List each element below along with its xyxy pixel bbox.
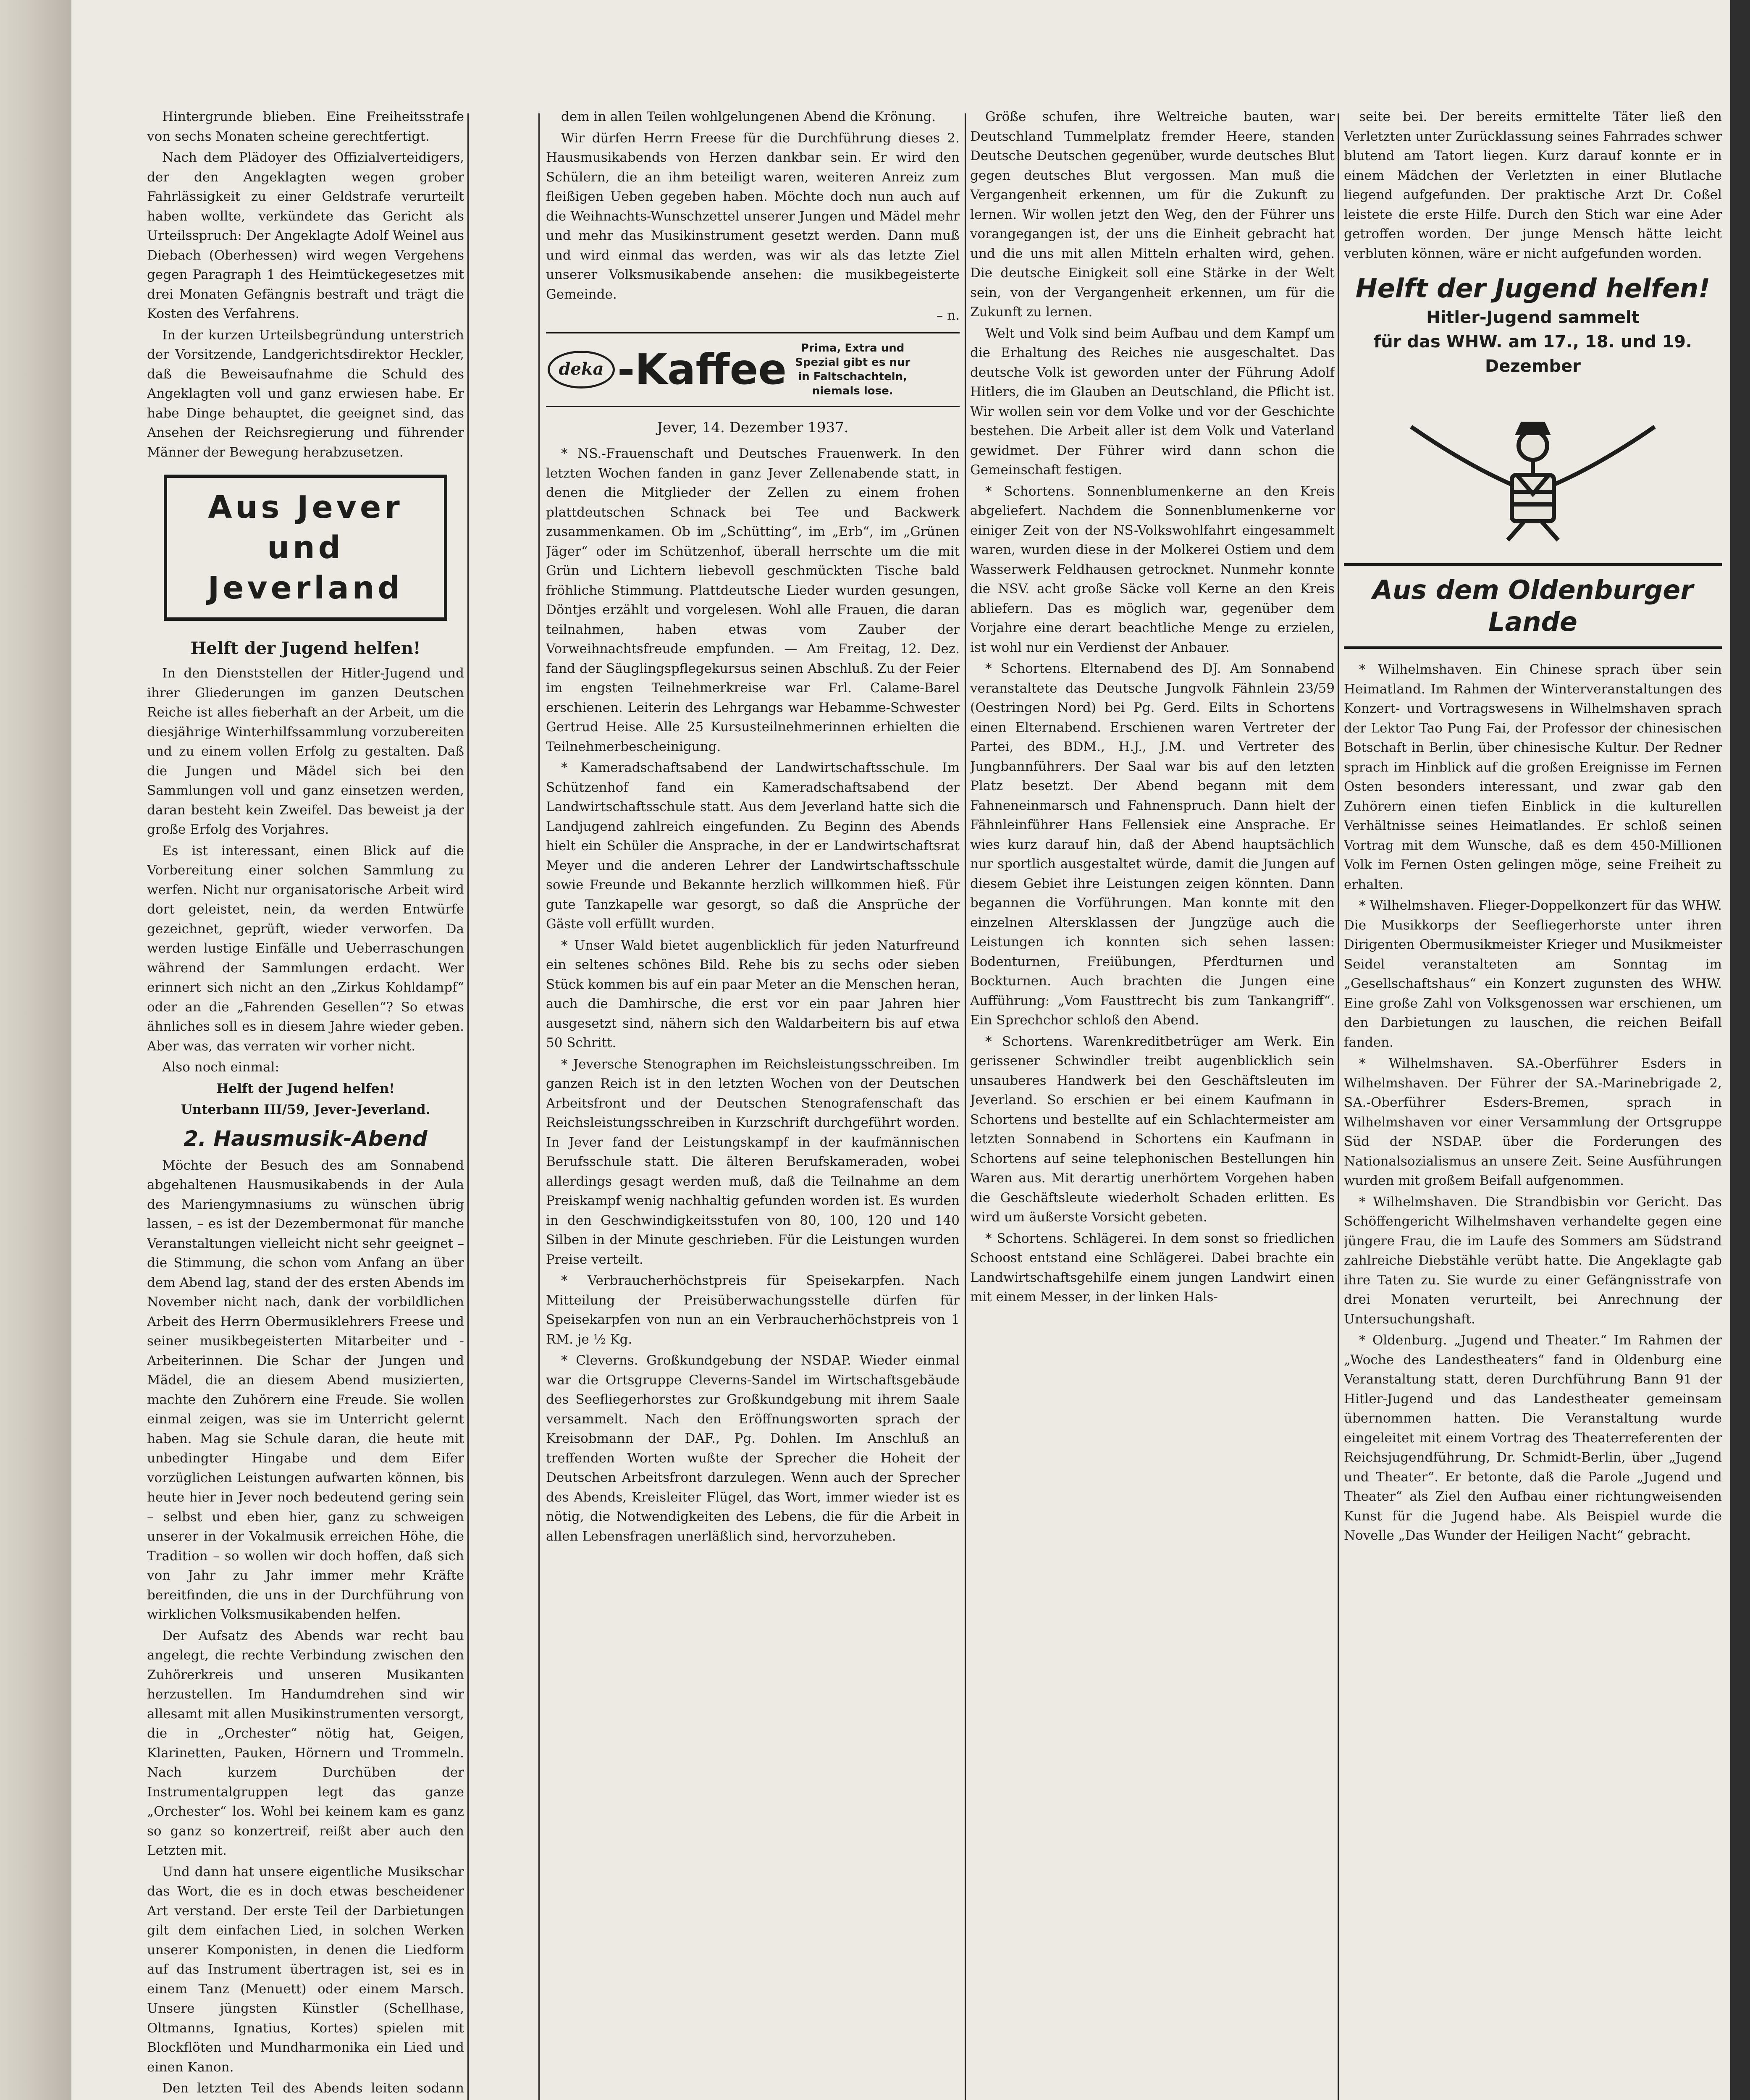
article-paragraph: Der Aufsatz des Abends war recht bau angelegt, die rechte Verbindung zwischen den Zuhörerkreis und unseren Musikanten herzustellen. Im Handumdrehen sind wir allesamt mit allen Musikinstrumenten versorgt, die in „Orchester“ nötig hat, Geigen, Klarinetten, Pauken, Hörnern und Trommeln. Nach kurzem Durchüben der Instrumentalgruppen legt das ganze „Orchester“ los. Wohl bei keinem kam es ganz so ganz so konzertreif, reißt aber auch den Letzten mit. [147,1628,464,1858]
collector-illustration [1403,387,1663,546]
article-paragraph: seite bei. Der bereits ermittelte Täter ließ den Verletzten unter Zurücklassung seines Fahrrades schwer blutend am Tatort liegen. Kurz darauf konnte er in einem Mädchen der Verletzten in einer Blutlache liegend aufgefunden. Der praktische Arzt Dr. Coßel leistete die erste Hilfe. Durch den Stich war eine Ader getroffen worden. Der junge Mensch hätte leicht verbluten können, wäre er nicht aufgefunden worden. [1344,109,1722,261]
ad-copy [795,341,910,398]
column-rule [1338,113,1339,2100]
ad-line: Prima, Extra und [801,341,905,354]
column-2 [546,107,960,2100]
article-paragraph: * Oldenburg. „Jugend und Theater.“ Im Rahmen der „Woche des Landestheaters“ fand in Oldenburg eine Veranstaltung statt, deren Durchführung Bann 91 der Hitler-Jugend und das Landestheater gemeinsam übernommen hatten. Die Veranstaltung wurde eingeleitet mit einem Vortrag des Theaterreferenten der Reichsjugendführung, Dr. Schmidt-Berlin, über „Jugend und Theater“. Er betonte, daß die Parole „Jugend und Theater“ als Ziel den Aufbau einer richtungweisenden Kunst für die Jugend habe. Als Beispiel wurde die Novelle „Das Wunder der Heiligen Nacht“ gebracht. [1344,1333,1722,1543]
book-page-stack [0,0,71,2100]
article-paragraph: * Cleverns. Großkundgebung der NSDAP. Wieder einmal war die Ortsgruppe Cleverns-Sandel im Wirtschaftsgebäude des Seefliegerhorstes zur Großkundgebung mit ihrem Saale versammelt. Nach den Eröffnungsworten sprach der Kreisobmann der DAF., Pg. Dohlen. Im Anschluß an treffenden Worten wußte der Sprecher die Hoheit der Deutschen Arbeitsfront darzulegen. Wenn auch der Sprecher des Abends, Kreisleiter Flügel, das Wort, immer wieder ist es nötig, die Notwendigkeiten des Lebens, die für die Arbeit in allen Lebensfragen unerläßlich sind, hervorzuheben. [546,1353,960,1544]
column-rule [467,113,469,2100]
article-paragraph: * Wilhelmshaven. Flieger-Doppelkonzert für das WHW. Die Musikkorps der Seefliegerhorste unter ihren Dirigenten Obermusikmeister Krieger und Musikmeister Seidel veranstalteten am Sonntag im „Gesellschaftshaus“ ein Konzert zugunsten des WHW. Eine große Zahl von Volksgenossen war erschienen, um den Darbietungen zu lauschen, die reichen Beifall fanden. [1344,898,1722,1050]
column-4 [1344,107,1722,2100]
whw-advertisement [1344,272,1722,546]
article-paragraph: Wir dürfen Herrn Freese für die Durchführung dieses 2. Hausmusikabends von Herzen dankbar sein. Er wird den Schülern, die an ihm beteiligt waren, weiteren Anreiz zum fleißigen Ueben gegeben haben. Möchte doch nun auch auf die Weihnachts-Wunschzettel unserer Jungen und Mädel mehr und mehr das Musikinstrument gesetzt werden. Dann muß und wird einmal das werden, was wir als das letzte Ziel unserer Volksmusikabende ansehen: die musikbegeisterte Gemeinde. [546,130,960,302]
column-3 [970,107,1335,2100]
signature: Unterbann III/59, Jever-Jeverland. [181,1102,430,1117]
dateline: Jever, 14. Dezember 1937. [657,419,849,436]
article-paragraph: Nach dem Plädoyer des Offizialverteidigers, der den Angeklagten wegen grober Fahrlässigkeit zu einer Geldstrafe verurteilt haben wollte, verkündete das Gericht als Urteilsspruch: Der Angeklagte Adolf Weinel aus Diebach (Oberhessen) wird wegen Vergehens gegen Paragraph 1 des Heimtückegesetzes mit drei Monaten Gefängnis bestraft und trägt die Kosten des Verfahrens. [147,150,464,321]
article-paragraph: * Schortens. Schlägerei. In dem sonst so friedlichen Schoost entstand eine Schlägerei. Dabei brachte ein Landwirtschaftsgehilfe einem jungen Landwirt einen mit einem Messer, in der linken Hals- [970,1231,1335,1305]
article-title: Helft der Jugend helfen! [190,638,421,658]
section-box-heading: Aus Jever und Jeverland [164,475,447,621]
deka-logo: deka [548,351,615,388]
ad-line: Spezial gibt es nur [795,356,910,369]
kaffee-advertisement [546,332,960,407]
slogan: Helft der Jugend helfen! [216,1081,395,1096]
article-title: 2. Hausmusik-Abend [184,1126,428,1151]
article-paragraph: Und dann hat unsere eigentliche Musikschar das Wort, die es in doch etwas bescheidener Art verstand. Der erste Teil der Darbietungen gilt dem einfachen Lied, in solchen Werken unserer Komponisten, in denen die Liedform auf das Instrument übertragen ist, sei es in einem Tanz (Menuett) oder einem Marsch. Unsere jüngsten Künstler (Schellhase, Oltmanns, Ignatius, Kortes) spielen mit Blockflöten und Mundharmonika ein Lied und einen Kanon. [147,1864,464,2075]
article-paragraph: Also noch einmal: [162,1060,279,1075]
article-paragraph: * Schortens. Elternabend des DJ. Am Sonnabend veranstaltete das Deutsche Jungvolk Fähnlein 23/59 (Oestringen Nord) bei Pg. Gerd. Eilts in Schortens einen Elternabend. Erschienen waren Vertreter der Partei, des BDM., H.J., J.M. und Vertreter des Jungbannführers. Der Saal war bis auf den letzten Platz besetzt. Der Abend begann mit dem Fahneneinmarsch und Fahnenspruch. Dann hielt der Fähnleinführer Hans Fellensiek eine Ansprache. Er wies kurz darauf hin, daß der Abend hauptsächlich nur sportlich ausgestaltet würde, damit die Jungen auf diesem Gebiet ihre Leistungen zeigen könnten. Dann begannen die Vorführungen. Man konnte mit den einzelnen Altersklassen der Jungzüge auch die Leistungen ich konnten sich sehen lassen: Bodenturnen, Freiübungen, Pferdturnen und Bockturnen. Auch brachten die Jungen eine Aufführung: „Vom Fausttrecht bis zum Tankangriff“. Ein Sprechchor schloß den Abend. [970,661,1335,1028]
article-paragraph: * Schortens. Sonnenblumenkerne an den Kreis abgeliefert. Nachdem die Sonnenblumenkerne vor einiger Zeit von der NS-Volkswohlfahrt eingesammelt waren, wurden diese in der Molkerei Ostiem und dem Wasserwerk Feldhausen getrocknet. Nunmehr konnte die NSV. acht große Säcke voll Kerne an den Kreis abliefern. Das es möglich war, gegenüber dem Vorjahre eine derart beachtliche Menge zu erzielen, ist wohl nur ein Verdienst der Anbauer. [970,483,1335,655]
ad-line: niemals lose. [812,384,893,397]
ad-title: Helft der Jugend helfen! [1355,273,1711,304]
ad-line: in Faltschachteln, [798,370,908,383]
article-paragraph: * Unser Wald bietet augenblicklich für jeden Naturfreund ein seltenes schönes Bild. Rehe bis zu sechs oder sieben Stück kommen bis auf ein paar Meter an die Menschen heran, auch die Damhirsche, die erst vor ein paar Jahren hier ausgesetzt sind, nähern sich den Waldarbeitern bis auf etwa 50 Schritt. [546,937,960,1050]
article-paragraph: * Kameradschaftsabend der Landwirtschaftsschule. Im Schützenhof fand ein Kameradschaftsabend der Landwirtschaftsschule statt. Aus dem Jeverland hatte sich die Landjugend zahlreich eingefunden. Zu Beginn des Abends hielt ein Schüler die Ansprache, in der er Landwirtschaftsrat Meyer und die anderen Lehrer der Landwirtschaftsschule sowie Freunde und Bekannte herzlich willkommen hieß. Für gute Tanzkapelle war gesorgt, so daß die Ansprüche der Gäste voll erfüllt wurden. [546,760,960,932]
ad-subtitle: für das WHW. am 17., 18. und 19. Dezember [1373,332,1692,376]
ad-subtitle: Hitler-Jugend sammelt [1426,308,1640,327]
article-paragraph: Den letzten Teil des Abends leiten sodann [162,2081,464,2096]
section-heading: Aus dem Oldenburger Lande [1344,563,1722,649]
article-paragraph: dem in allen Teilen wohlgelungenen Abend die Krönung. [561,109,936,124]
article-paragraph: In den Dienststellen der Hitler-Jugend und ihrer Gliederungen im ganzen Deutschen Reiche ist alles fieberhaft an der Arbeit, um die diesjährige Winterhilfssammlung vorzubereiten und zu einem vollen Erfolg zu gestalten. Daß die Jungen und Mädel sich bei den Sammlungen voll und ganz einsetzen werden, daran besteht kein Zweifel. Das beweist ja der große Erfolg des Vorjahres. [147,666,464,837]
article-paragraph: Möchte der Besuch des am Sonnabend abgehaltenen Hausmusikabends in der Aula des Mariengymnasiums zu wünschen übrig lassen, – es ist der Dezembermonat für manche Veranstaltungen vielleicht nicht sehr geeignet – die Stimmung, die schon vom Anfang an über dem Abend lag, stand der des ersten Abends im November nicht nach, dank der vorbildlichen Arbeit des Herrn Obermusiklehrers Freese und seiner musikbegeisterten Mitarbeiter und -Arbeiterinnen. Die Schar der Jungen und Mädel, die an diesem Abend musizierten, machte den Zuhörern eine Freude. Sie wollen einmal zeigen, was sie im Unterricht gelernt haben. Mag sie Schule daran, die heute mit unbedingter Hingabe und dem Eifer vorzüglichen Leistungen aufwarten können, bis heute hier in Jever noch bedeutend gering sein – selbst und eben hier, ganz zu schweigen unserer in der Vokalmusik erreichen Höhe, die Tradition – so wollen wir doch hoffen, daß sich von Jahr zu Jahr immer mehr Kräfte bereitfinden, die uns in der Durchführung von wirklichen Volksmusikabenden helfen. [147,1158,464,1622]
ad-brand: -Kaffee [617,344,787,394]
column-rule [538,113,540,2100]
article-paragraph: Welt und Volk sind beim Aufbau und dem Kampf um die Erhaltung des Reiches nie ausgeschaltet. Das deutsche Volk ist geworden unter der Führung Adolf Hitlers, die im Glauben an Deutschland, die Pflicht ist. Wir wollen sein vor dem Volke und vor der Geschichte bestehen. Die Arbeit aller ist dem Volk und Vaterland gewidmet. Der Führer wird dann schon die Gemeinschaft festigen. [970,326,1335,478]
article-paragraph: * Wilhelmshaven. Die Strandbisbin vor Gericht. Das Schöffengericht Wilhelmshaven verhandelte gegen eine jüngere Frau, die im Laufe des Sommers am Südstrand zahlreiche Diebstähle verübt hatte. Die Angeklagte gab ihre Taten zu. Sie wurde zu einer Gefängnisstrafe von drei Monaten verurteilt, bei Anrechnung der Untersuchungshaft. [1344,1194,1722,1327]
article-paragraph: * Wilhelmshaven. Ein Chinese sprach über sein Heimatland. Im Rahmen der Winterveranstaltungen des Konzert- und Vortragswesens in Wilhelmshaven sprach der Lektor Tao Pung Fai, der Professor der chinesischen Botschaft in Berlin, über chinesische Kultur. Der Redner sprach im Hinblick auf die großen Ereignisse im Fernen Osten besonders interessant, und zwar gab den Zuhörern einen tiefen Einblick in die kulturellen Verhältnisse seines Heimatlandes. Er schloß seinen Vortrag mit dem Wunsche, daß es dem 450-Millionen Volk im Fernen Osten gelingen möge, seine Freiheit zu erhalten. [1344,662,1722,892]
article-paragraph: Größe schufen, ihre Weltreiche bauten, war Deutschland Tummelplatz fremder Heere, standen Deutsche Deutschen gegenüber, wurde deutsches Blut gegen deutsches Blut vergossen. Man muß die Vergangenheit erkennen, um für die Zukunft zu lernen. Wir wollen jetzt den Weg, den der Führer uns vorangegangen ist, der uns die Einheit gebracht hat und die uns mit allen Mitteln erhalten wird, gehen. Die deutsche Einigkeit soll eine Stärke in der Welt sein, von der Vergangenheit erkennen, um für die Zukunft zu lernen. [970,109,1335,320]
article-paragraph: * Verbraucherhöchstpreis für Speisekarpfen. Nach Mitteilung der Preisüberwachungsstelle dürfen für Speisekarpfen von nun an ein Verbraucherhöchstpreis von 1 RM. je ½ Kg. [546,1273,960,1347]
scan-border [1730,0,1750,2100]
article-paragraph: Hintergrunde blieben. Eine Freiheitsstrafe von sechs Monaten scheine gerechtfertigt. [147,109,464,144]
article-paragraph: In der kurzen Urteilsbegründung unterstrich der Vorsitzende, Landgerichtsdirektor Heckler, daß die Beweisaufnahme die Schuld des Angeklagten voll und ganz erwiesen habe. Er habe Dinge behauptet, die geeignet sind, das Ansehen der Reichsregierung und führender Männer der Bewegung herabzusetzen. [147,327,464,460]
column-rule [965,113,966,2100]
article-paragraph: * NS.-Frauenschaft und Deutsches Frauenwerk. In den letzten Wochen fanden in ganz Jever Zellenabende statt, in denen die Mitglieder der Zellen zu einem frohen plattdeutschen Schnack bei Tee und Backwerk zusammenkamen. Ob im „Schütting“, im „Erb“, im „Grünen Jäger“ oder im Schützenhof, überall herrschte um die mit Grün und Lichtern liebevoll geschmückten Tische bald fröhliche Stimmung. Plattdeutsche Lieder wurden gesungen, Döntjes erzählt und vorgelesen. Wohl alle Frauen, die daran teilnahmen, haben etwas vom Zauber der Vorweihnachtsfreude empfunden. — Am Freitag, 12. Dez. fand der Säuglingspflegekursus seinen Abschluß. Zu der Feier im engsten Teilnehmerkreise war Frl. Calame-Barel erschienen. Leiterin des Lehrgangs war Hebamme-Schwester Gertrud Heise. Alle 25 Kursusteilnehmerinnen erhielten die Teilnehmerbescheinigung. [546,446,960,754]
article-paragraph: * Jeversche Stenographen im Reichsleistungsschreiben. Im ganzen Reich ist in den letzten Wochen von der Deutschen Arbeitsfront und der Deutschen Stenografenschaft das Reichsleistungsschreiben in Kurzschrift durchgeführt worden. In Jever fand der Leistungskampf in der kaufmännischen Berufsschule statt. Die älteren Berufskameraden, wobei allerdings gesagt werden muß, daß die Teilnahme an dem Preiskampf wenig nachhaltig gefunden worden ist. Es wurden in den Geschwindigkeitsstufen von 80, 100, 120 und 140 Silben in der Minute geschrieben. Für die Leistungen wurden Preise verteilt. [546,1056,960,1267]
author-initial: – n. [936,308,960,323]
article-paragraph: Es ist interessant, einen Blick auf die Vorbereitung einer solchen Sammlung zu werfen. Nicht nur organisatorische Arbeit wird dort geleistet, nein, da werden Entwürfe gezeichnet, geprüft, wieder verworfen. Da werden lustige Einfälle und Ueberraschungen während der Sammlungen erdacht. Wer erinnert sich nicht an den „Zirkus Kohldampf“ oder an die „Fahrenden Gesellen“? So etwas ähnliches soll es in diesem Jahre wieder geben. Aber was, das verraten wir vorher nicht. [147,843,464,1054]
column-1 [147,107,464,2100]
article-paragraph: * Schortens. Warenkreditbetrüger am Werk. Ein gerissener Schwindler treibt augenblicklich sein unsauberes Handwerk bei den Geschäftsleuten im Jeverland. So erschien er bei einem Kaufmann in Schortens und bestellte auf ein Schlachtermeister am letzten Sonnabend in Schortens ein Kaufmann in Schortens auf seine telephonischen Bestellungen hin Waren aus. Mit derartig unerhörtem Vorgehen haben die Geschäftsleute wiederholt Schaden erlitten. Es wird um äußerste Vorsicht gebeten. [970,1034,1335,1225]
article-paragraph: * Wilhelmshaven. SA.-Oberführer Esders in Wilhelmshaven. Der Führer der SA.-Marinebrigade 2, SA.-Oberführer Esders-Bremen, sprach in Wilhelmshaven vor einer Versammlung der Ortsgruppe Süd der NSDAP. über die Forderungen des Nationalsozialismus an unsere Zeit. Seine Ausführungen wurden mit großem Beifall aufgenommen. [1344,1056,1722,1188]
